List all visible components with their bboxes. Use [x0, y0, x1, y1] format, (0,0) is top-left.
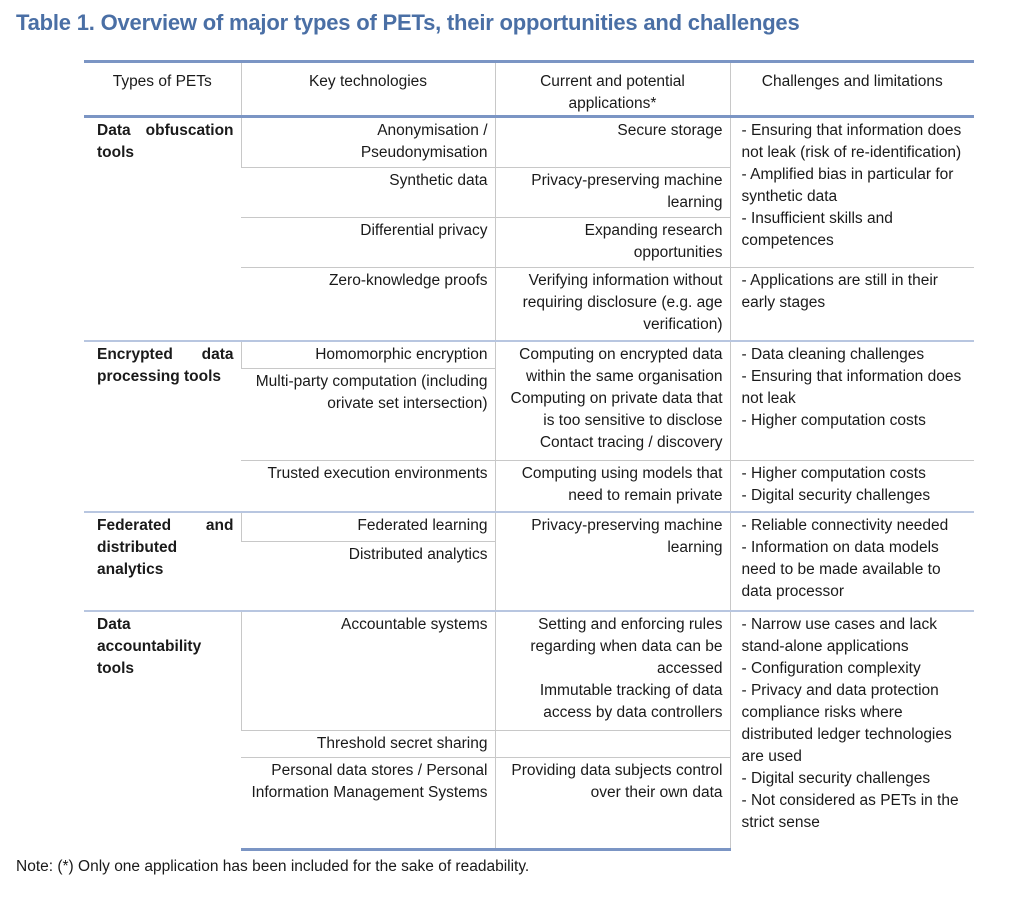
challenge-item: - Higher computation costs	[741, 465, 926, 482]
pets-table	[84, 60, 974, 851]
app-item: Contact tracing / discovery	[539, 434, 723, 451]
table-row	[84, 512, 974, 542]
table-row	[84, 611, 974, 731]
tech-cell: Trusted execution environments	[241, 461, 495, 513]
tech-cell: Distributed analytics	[241, 542, 495, 612]
header-types: Types of PETs	[84, 62, 241, 117]
challenges-cell	[730, 117, 974, 268]
category-encrypted-processing: Encrypted data processing tools	[84, 341, 241, 512]
app-cell	[495, 611, 730, 731]
challenge-item: - Configuration complexity	[741, 660, 921, 677]
app-cell	[495, 341, 730, 461]
app-cell: Secure storage	[495, 117, 730, 168]
challenges-cell	[730, 512, 974, 611]
category-data-obfuscation: Data obfuscation tools	[84, 117, 241, 342]
tech-cell: Accountable systems	[241, 611, 495, 731]
app-cell: Expanding research opportunities	[495, 218, 730, 268]
tech-cell: Synthetic data	[241, 168, 495, 218]
header-key-technologies: Key technologies	[241, 62, 495, 117]
app-cell: Verifying information without requiring disclosure (e.g. age verification)	[495, 268, 730, 342]
challenge-item: - Ensuring that information does not leak	[741, 368, 962, 407]
challenge-item: - Digital security challenges	[741, 487, 931, 504]
app-cell: Privacy-preserving machine learning	[495, 168, 730, 218]
tech-cell: Personal data stores / Personal Information Management Systems	[241, 758, 495, 850]
challenge-item: - Privacy and data protection compliance risks where distributed ledger technologies are used	[741, 682, 952, 765]
challenges-cell	[730, 461, 974, 513]
tech-cell: Differential privacy	[241, 218, 495, 268]
challenges-cell	[730, 268, 974, 342]
table-title: Table 1. Overview of major types of PETs, their opportunities and challenges	[16, 10, 800, 35]
header-row	[84, 62, 974, 117]
challenge-item: - Digital security challenges	[741, 770, 931, 787]
app-cell	[495, 731, 730, 758]
challenge-item: - Not considered as PETs in the strict sense	[741, 792, 959, 831]
challenges-cell	[730, 611, 974, 850]
app-cell: Privacy-preserving machine learning	[495, 512, 730, 611]
tech-cell: Zero-knowledge proofs	[241, 268, 495, 342]
header-applications: Current and potential applications*	[495, 62, 730, 117]
challenge-item: - Insufficient skills and competences	[741, 210, 893, 249]
table-row	[84, 341, 974, 369]
challenge-item: - Ensuring that information does not leak (risk of re-identification)	[741, 122, 962, 161]
challenges-cell	[730, 341, 974, 461]
app-item: Computing on private data that is too sensitive to disclose	[510, 390, 723, 429]
tech-cell: Multi-party computation (including orivate set intersection)	[241, 369, 495, 461]
challenge-item: - Applications are still in their early stages	[741, 272, 938, 311]
challenge-item: - Amplified bias in particular for synthetic data	[741, 166, 954, 205]
challenge-item: - Reliable connectivity needed	[741, 517, 949, 534]
challenge-item: - Information on data models need to be made available to data processor	[741, 539, 941, 600]
tech-cell: Federated learning	[241, 512, 495, 542]
table-row	[84, 117, 974, 168]
app-item: Immutable tracking of data access by data controllers	[539, 682, 723, 721]
app-item: Computing on encrypted data within the same organisation	[519, 346, 723, 385]
app-item: Setting and enforcing rules regarding when data can be accessed	[530, 616, 723, 677]
header-challenges: Challenges and limitations	[730, 62, 974, 117]
tech-cell: Threshold secret sharing	[241, 731, 495, 758]
challenge-item: - Data cleaning challenges	[741, 346, 925, 363]
tech-cell: Anonymisation / Pseudonymisation	[241, 117, 495, 168]
category-federated-analytics: Federated and distributed analytics	[84, 512, 241, 611]
table-note: Note: (*) Only one application has been included for the sake of readability.	[16, 858, 530, 875]
app-cell: Providing data subjects control over their own data	[495, 758, 730, 850]
challenge-item: - Narrow use cases and lack stand-alone applications	[741, 616, 938, 655]
app-cell: Computing using models that need to remain private	[495, 461, 730, 513]
tech-cell: Homomorphic encryption	[241, 341, 495, 369]
challenge-item: - Higher computation costs	[741, 412, 926, 429]
category-data-accountability: Data accountability tools	[84, 611, 241, 850]
